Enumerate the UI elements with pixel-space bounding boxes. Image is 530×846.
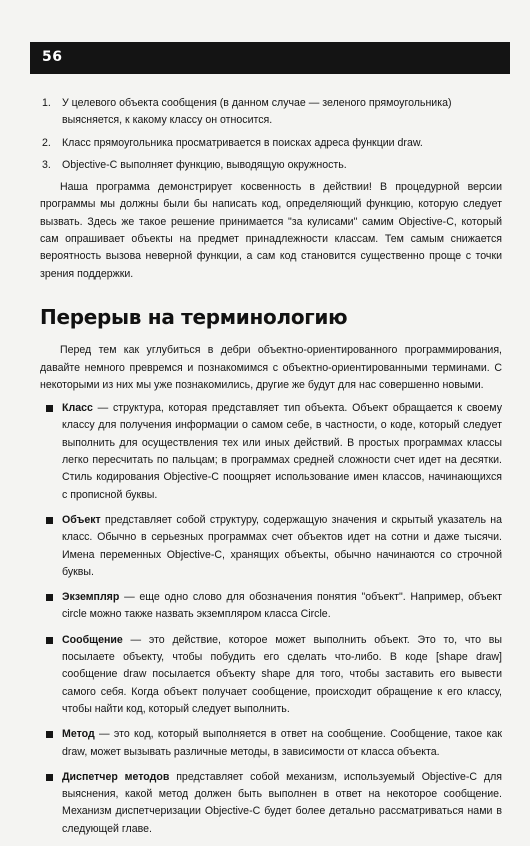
square-bullet-icon xyxy=(46,637,53,644)
term-name: Объект xyxy=(62,513,101,526)
term-name: Сообщение xyxy=(62,633,123,646)
list-item xyxy=(40,589,502,624)
square-bullet-icon xyxy=(46,774,53,781)
term-name: Класс xyxy=(62,402,93,415)
term-name: Метод xyxy=(62,728,95,741)
term-name: Экземпляр xyxy=(62,591,120,604)
numbered-steps-list xyxy=(40,95,502,174)
step-text: Objective-C выполняет функцию, выводящую окружность. xyxy=(62,158,347,171)
list-item xyxy=(40,400,502,504)
list-item xyxy=(40,95,502,130)
section-heading: Перерыв на терминологию xyxy=(40,304,348,329)
square-bullet-icon xyxy=(46,517,53,524)
page-header-bar xyxy=(30,42,510,74)
step-number: 2. xyxy=(42,136,51,149)
step-number: 3. xyxy=(42,158,51,171)
square-bullet-icon xyxy=(46,594,53,601)
list-item xyxy=(40,135,502,152)
list-item xyxy=(40,769,502,838)
term-definition: представляет собой механизм, используемый Objective-C для выяснения, какой метод должен быть выполнен в ответ на некоторое сообщение. Механизм диспетчеризации Objective-C будет более детально рассматриваться нами в следующей главе. xyxy=(62,770,502,835)
term-definition: представляет собой структуру, содержащую значения и скрытый указатель на класс. Обычно в серьезных программах счет объектов идет на сотни и даже тысячи. Имена переменных Objective-C, хранящих объекты, обычно начинаются со строчной буквы. xyxy=(62,513,502,578)
step-text: У целевого объекта сообщения (в данном случае — зеленого прямоугольника) выясняется, к какому классу он относится. xyxy=(62,97,452,127)
step-number: 1. xyxy=(42,97,51,109)
list-item xyxy=(40,726,502,761)
list-item xyxy=(40,512,502,581)
term-definition: — структура, которая представляет тип объекта. Объект обращается к своему классу для получения информации о самом себе, в частности, о коде, который следует выполнить для осуществления тех или иных действий. В простых программах классы легко пересчитать по пальцам; в программах средней сложности счет идет на десятки. Стиль кодирования Objective-C поощряет использование имен классов, начинающихся с прописной буквы. xyxy=(62,402,502,501)
term-definition: — еще одно слово для обозначения понятия "объект". Например, объект circle можно также назвать экземпляром класса Circle. xyxy=(62,591,502,621)
term-definition: — это код, который выполняется в ответ на сообщение. Сообщение, такое как draw, может вызывать различные методы, в зависимости от класса объекта. xyxy=(62,728,502,758)
list-item xyxy=(40,632,502,718)
list-item xyxy=(40,157,502,174)
page-number: 56 xyxy=(42,49,63,65)
body-paragraph: Наша программа демонстрирует косвенность в действии! В процедурной версии программы мы должны были бы написать код, определяющий функцию, которую следует вызвать. Здесь же такое решение принимается "за кулисами" самим Objective-C, который сам опрашивает объекты на предмет принадлежности классам. Тем самым снижается вероятность вызова неверной функции, а сам код становится существенно проще с точки зрения поддержки. xyxy=(40,181,502,280)
term-definition: — это действие, которое может выполнить объект. Это то, что вы посылаете объекту, чтобы побудить его сделать что-либо. В коде [shape draw] сообщение draw посылается объекту shape для того, чтобы заставить его вывести самого себя. Когда объект получает сообщение, происходит обращение к его классу, чтобы найти код, который следует выполнить. xyxy=(62,633,502,715)
page-content xyxy=(40,95,502,846)
square-bullet-icon xyxy=(46,405,53,412)
square-bullet-icon xyxy=(46,731,53,738)
body-paragraph: Перед тем как углубиться в дебри объектно-ориентированного программирования, давайте немного превремся и познакомимся с объектно-ориентированными терминами. С некоторыми из них мы уже познакомились, другие же будут для нас совершенно новыми. xyxy=(40,344,502,391)
term-name: Диспетчер методов xyxy=(62,770,170,783)
step-text: Класс прямоугольника просматривается в поисках адреса функции draw. xyxy=(62,136,423,149)
terms-bullet-list xyxy=(40,400,502,838)
